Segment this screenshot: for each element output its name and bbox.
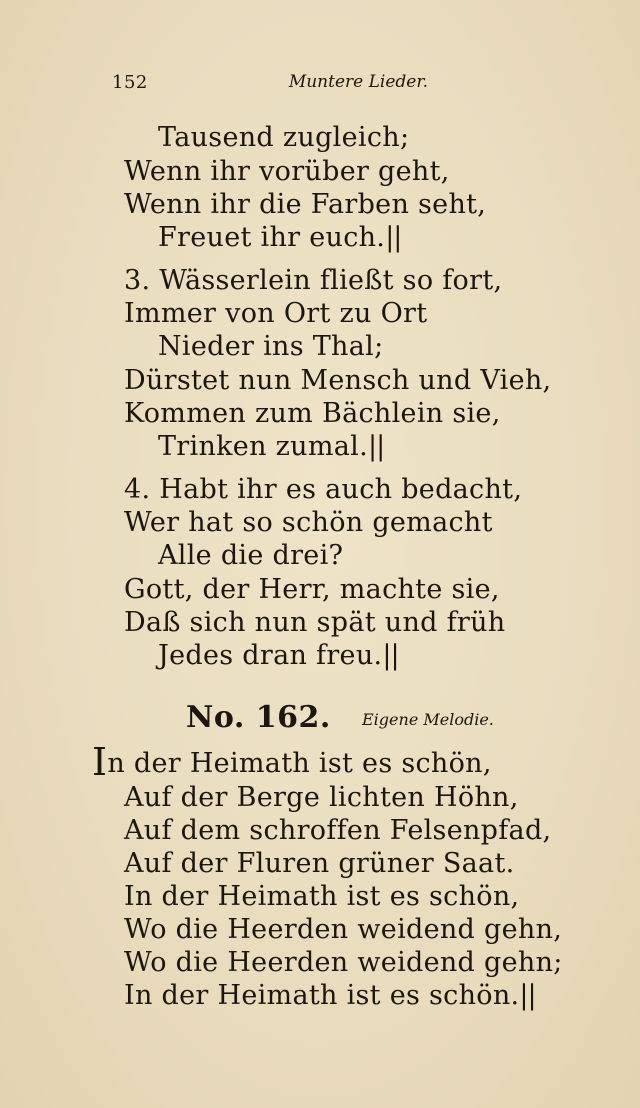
running-title: Muntere Lieder.	[288, 72, 428, 92]
verse-text: In der Heimath ist es schön.	[124, 980, 520, 1011]
melody-note: Eigene Melodie.	[362, 710, 494, 729]
hymn-number: No. 162.	[186, 700, 331, 735]
page-number: 152	[112, 72, 148, 93]
verse-line: Wenn ihr die Farben seht,	[124, 189, 487, 220]
repeat-bar: ||	[382, 640, 399, 671]
verse-line	[92, 740, 492, 784]
repeat-bar: ||	[367, 431, 385, 462]
verse-line: Auf der Berge lichten Höhn,	[124, 782, 519, 813]
verse-text: Freuet ihr euch.	[158, 222, 386, 253]
drop-cap: I	[92, 740, 108, 784]
page-header	[112, 72, 428, 102]
verse-line: Auf dem schroffen Felsenpfad,	[124, 815, 552, 846]
verse-text: Jedes dran freu.	[158, 640, 383, 671]
verse-line: 4. Habt ihr es auch bedacht,	[124, 474, 523, 505]
verse-line: Dürstet nun Mensch und Vieh,	[124, 365, 552, 396]
verse-line: Nieder ins Thal;	[158, 331, 384, 362]
verse-line: Daß sich nun spät und früh	[124, 607, 506, 638]
verse-line: Gott, der Herr, machte sie,	[124, 574, 500, 605]
hymn-header	[186, 700, 516, 740]
verse-line: Kommen zum Bächlein sie,	[124, 398, 501, 429]
verse-line: Wo die Heerden weidend gehn;	[124, 947, 563, 978]
verse-line	[124, 980, 536, 1012]
repeat-bar: ||	[385, 222, 402, 253]
verse-line: 3. Wässerlein fließt so fort,	[124, 265, 503, 296]
verse-line: Auf der Fluren grüner Saat.	[124, 848, 515, 879]
verse-line: Alle die drei?	[158, 540, 344, 571]
verse-line	[158, 222, 401, 254]
verse-line: Immer von Ort zu Ort	[124, 298, 428, 329]
verse-line	[158, 431, 384, 463]
verse-line: In der Heimath ist es schön,	[124, 881, 520, 912]
verse-text: Trinken zumal.	[158, 431, 368, 462]
verse-line: Wenn ihr vorüber geht,	[124, 156, 450, 187]
repeat-bar: ||	[519, 980, 536, 1011]
verse-line: Wo die Heerden weidend gehn,	[124, 914, 563, 945]
verse-text: n der Heimath ist es schön,	[107, 748, 492, 779]
verse-line: Tausend zugleich;	[158, 122, 410, 153]
verse-line: Wer hat so schön gemacht	[124, 507, 493, 538]
verse-line	[158, 640, 399, 672]
